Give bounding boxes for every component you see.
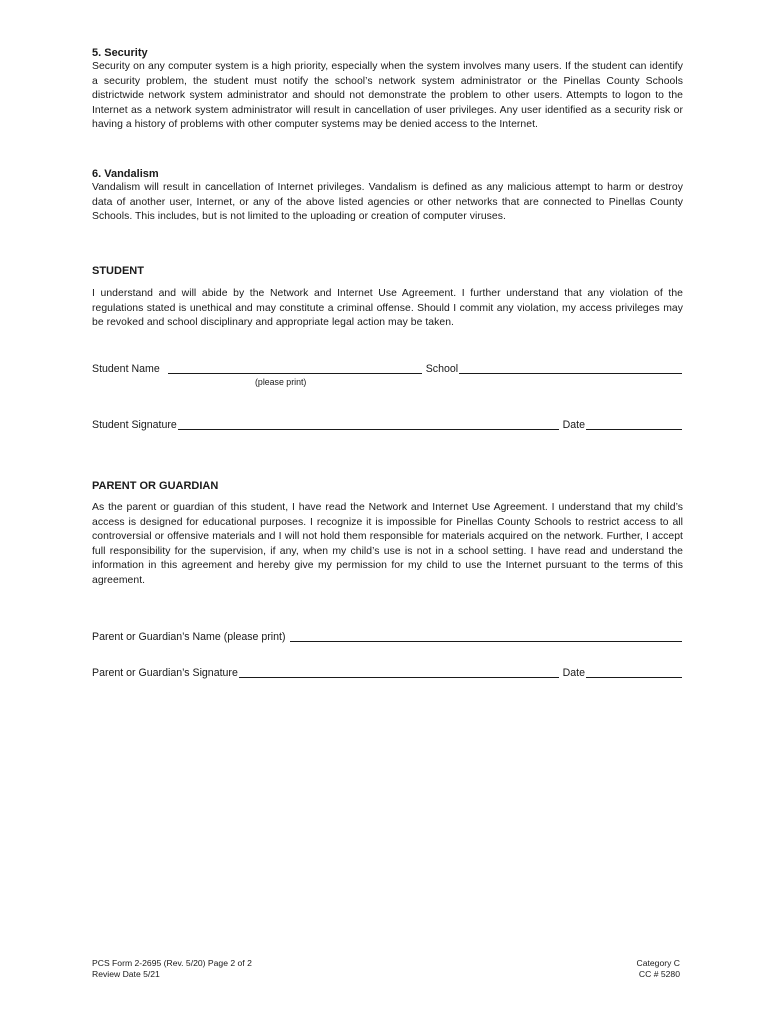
please-print-note: (please print) [255, 377, 307, 387]
school-field[interactable] [459, 362, 682, 374]
security-section [92, 46, 683, 133]
student-heading: STUDENT [92, 265, 144, 277]
parent-signature-field[interactable] [239, 666, 559, 678]
student-agreement-text: I understand and will abide by the Network and Internet Use Agreement. I further understand that any violation of the regulations stated is unethical and may constitute a criminal offense. Should I commit any violation, my access privileges may be revoked and school disciplinary and appropriate legal action may be taken. [92, 288, 683, 329]
parent-heading: PARENT OR GUARDIAN [92, 480, 219, 492]
student-date-label: Date [562, 419, 585, 431]
parent-date-field[interactable] [586, 666, 682, 678]
parent-name-label: Parent or Guardian’s Name (please print) [92, 631, 286, 643]
category: Category C [636, 958, 680, 968]
review-date: Review Date 5/21 [92, 969, 160, 979]
student-signature-field[interactable] [178, 418, 559, 430]
parent-section [92, 479, 683, 589]
student-date-field[interactable] [586, 418, 682, 430]
footer-right [637, 958, 680, 980]
parent-date-label: Date [562, 667, 585, 679]
form-id: PCS Form 2-2695 (Rev. 5/20) Page 2 of 2 [92, 958, 252, 968]
parent-signature-row [92, 666, 683, 680]
student-name-field[interactable] [168, 362, 422, 374]
student-signature-label: Student Signature [92, 419, 177, 431]
footer-left [92, 958, 252, 980]
student-section [92, 264, 683, 331]
parent-name-field[interactable] [290, 630, 682, 642]
security-text: Security on any computer system is a high priority, especially when the system involves many users. If the student can identify a security problem, the student must notify the school’s network system administrator or the Pinellas County Schools districtwide network system administrator and should not demonstrate the problem to other users. Attempts to logon to the Internet as a network system administrator will result in cancellation of user privileges. Any user identified as a security risk or having a history of problems with other computer systems may be denied access to the Internet. [92, 61, 683, 131]
student-signature-row [92, 418, 683, 432]
vandalism-section [92, 167, 683, 225]
school-label: School [425, 363, 459, 375]
student-name-row [92, 362, 683, 376]
parent-signature-label: Parent or Guardian’s Signature [92, 667, 238, 679]
parent-agreement-text: As the parent or guardian of this student, I have read the Network and Internet Use Agreement. I understand that my child’s access is designed for educational purposes. I recognize it is impossible for Pinellas County Schools to restrict access to all controversial or offensive materials and I will not hold them responsible for materials acquired on the network. Further, I accept full responsibility for the supervision, if any, when my child’s use is not in a school setting. I have read and understand the information in this agreement and hereby give my permission for my child to use the Internet pursuant to the terms of this agreement. [92, 502, 683, 586]
security-heading: 5. Security [92, 47, 148, 59]
vandalism-heading: 6. Vandalism [92, 168, 159, 180]
vandalism-text: Vandalism will result in cancellation of Internet privileges. Vandalism is defined as any malicious attempt to harm or destroy data of another user, Internet, or any of the above listed agencies or other networks that are connected to Pinellas County Schools. This includes, but is not limited to the uploading or creation of computer viruses. [92, 182, 683, 223]
parent-name-row [92, 630, 683, 644]
cc-number: CC # 5280 [638, 969, 680, 979]
student-name-label: Student Name [92, 363, 160, 375]
